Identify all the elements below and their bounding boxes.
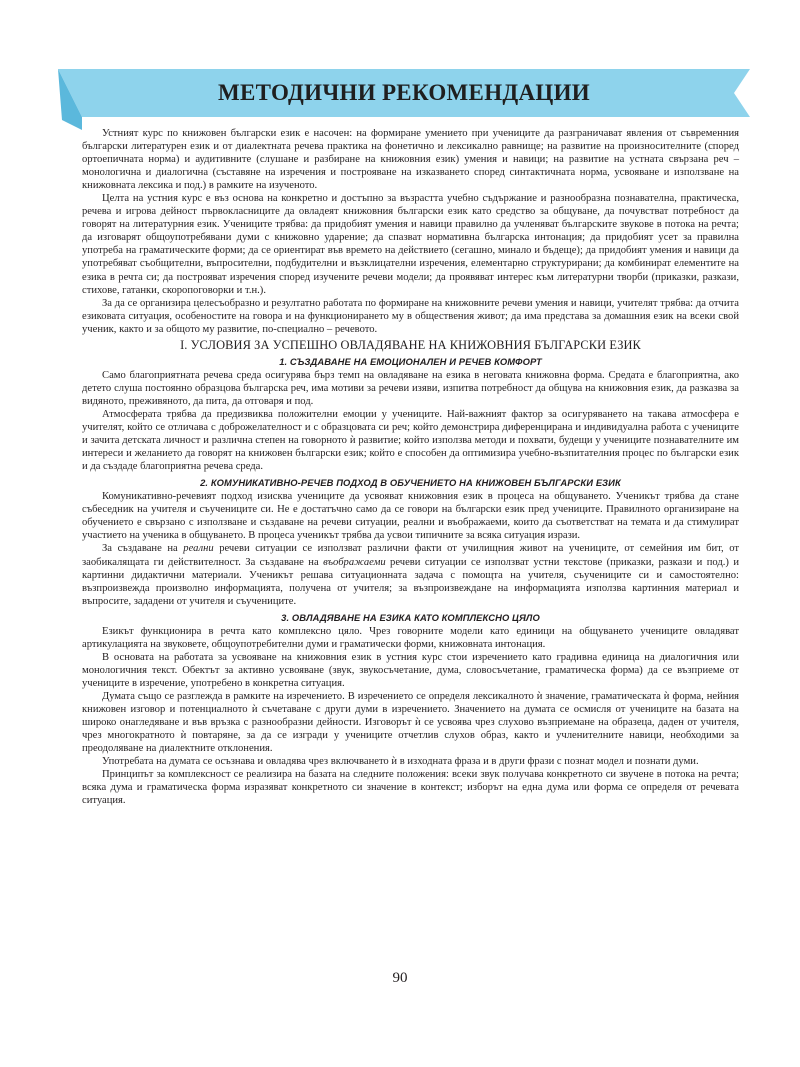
page-title: МЕТОДИЧНИ РЕКОМЕНДАЦИИ [218, 80, 590, 105]
body-paragraph: Атмосферата трябва да предизвиква положителни емоции у учениците. Най-важният фактор за осигуряването на такава атмосфера е учителят, който се отличава с доброжелателност и с образцовата си реч; който демонстрира диференцирана и индивидуална работа с учениците и зачита детската личност и различна степен на говорното ѝ развитие; който използва методи и похвати, будещи у учениците познавателните им интереси и желанието да говорят на книжовен български език; който е способен да оптимизира учебно-възпитателния процес по български език и да създаде благоприятна речева среда. [82, 408, 739, 473]
body-paragraph: Комуникативно-речевият подход изисква учениците да усвояват книжовния език в процеса на общуването. Ученикът трябва да стане събеседник на учителя и съучениците си. Не е достатъчно само да се говори на български език пред учениците. Правилното организиране на обучението е свързано с използване и създаване на речеви ситуации, реални и въображаеми, които да съответстват на темата и да стимулират участието на ученика в общуването. В процеса ученикът трябва да усвои типичните за всяка ситуация изрази. [82, 491, 739, 542]
body-paragraph: Езикът функционира в речта като комплексно цяло. Чрез говорните модели като единици на общуването учениците овладяват артикулацията на звуковете, общоупотребителни думи и граматически форми, книжовната интонация. [82, 625, 739, 650]
document-body [82, 127, 739, 807]
intro-paragraph: За да се организира целесъобразно и резултатно работата по формиране на книжовните речеви умения и навици, учителят трябва: да отчита езиковата ситуация, особеностите на говора и на функционирането му в обществения живот; да има представа за домашния език на всеки свой ученик, както и за общото му развитие, по-специално – речевото. [82, 297, 739, 335]
text-run: За създаване на [102, 543, 184, 555]
body-paragraph [82, 542, 739, 607]
body-paragraph: В основата на работата за усвояване на книжовния език в устния курс стои изречението като градивна единица на диалогичния или монологичния текст. Обектът за активно усвояване (звук, звукосъчетание, дума, словосъчетание, граматическа форма) да се възприеме от учениците в изречение, употребено в конкретна ситуация. [82, 651, 739, 689]
intro-paragraph: Целта на устния курс е въз основа на конкретно и достъпно за възрастта учебно съдържание и разнообразна познавателна, практическа, речева и игрова дейност първокласниците да овладеят книжовния български език като средство за общуване, да почувстват потребност да говорят на литературния език. Учениците трябва: да придобият умения и навици правилно да учленяват българските звукове в потока на речта; да изговарят общоупотребявани думи с книжовно ударение; да спазват нормативна българска интонация; да придобият усет за правилна употреба на граматическите форми; да се ориентират във времето на действието (сегашно, минало и бъдеще); да придобият умения и навици да употребяват съобщителни, въпросителни, подбудителни и възклицателни изречения, елементарно структурирани; да комбинират елементите на езика в речта си; да построяват изречения според изучените речеви модели; да проявяват интерес към литературни творби (приказки, разкази, стихове, гатанки, скоропоговорки и т.н.). [82, 193, 739, 296]
body-paragraph: Думата също се разглежда в рамките на изречението. В изречението се определя лексикалното ѝ значение, граматическата ѝ форма, нейния книжовен изговор и потенциалното ѝ съчетаване с други думи в изречението. Значението на думата се осмисля от учениците на базата на широко онагледяване и във връзка с разнообразни дейности. Изговорът ѝ се усвоява чрез слухово възприемане на образеца, даден от учителя, чрез многократното ѝ повтаряне, за да се изгради у учениците отчетлив слухов образ, както и учленителните навици, необходими за преодоляване на диалектните отклонения. [82, 690, 739, 755]
text-run: речеви ситуации се използват различни факти от училищния живот на учениците, от семейния им бит, от заобикалящата ги действителност. За създаване на [82, 543, 739, 568]
body-paragraph: Употребата на думата се осъзнава и овладява чрез включването ѝ в изходната фраза и в други фрази с познат модел и познати думи. [102, 756, 699, 768]
page-number: 90 [392, 970, 408, 986]
subsection-heading-3: 3. ОВЛАДЯВАНЕ НА ЕЗИКА КАТО КОМПЛЕКСНО ЦЯЛО [281, 611, 540, 623]
body-paragraph: Принципът за комплексност се реализира на базата на следните положения: всеки звук получава конкретното си звучене в потока на речта; всяка дума и граматическа форма изразяват конкретното си значение в контекст; изборът на една дума или форма се определя от речевата ситуация. [82, 769, 739, 807]
emphasis-real: реални [183, 543, 214, 555]
subsection-heading-2: 2. КОМУНИКАТИВНО-РЕЧЕВ ПОДХОД В ОБУЧЕНИЕТО НА КНИЖОВЕН БЪЛГАРСКИ ЕЗИК [200, 477, 621, 489]
section-heading: I. УСЛОВИЯ ЗА УСПЕШНО ОВЛАДЯВАНЕ НА КНИЖОВНИЯ БЪЛГАРСКИ ЕЗИК [180, 337, 641, 352]
emphasis-imaginary: въображаеми [323, 556, 386, 568]
title-banner [58, 69, 750, 117]
text-run: речеви ситуации се използват устни текстове (приказки, разкази и под.) и картинни дидактични материали. Ученикът решава ситуационната задача с помощта на учителя, съучениците си и самостоятелно: възпроизвежда произволно информацията, получена от учителя; за възпроизвеждане на информацията използва картинния материал и въпросите, зададени от учителя и съучениците. [82, 556, 739, 607]
intro-paragraph: Устният курс по книжовен български език е насочен: на формиране умението при учениците да разграничават явления от съвременния български литературен език и от диалектната речева практика на фонетично и лексикално равнище; на развитие на произносителните (според ортоепичната норма) и аудитивните (слушане и разбиране на книжовния език) умения и навици; на развитие на устната свързана реч – монологична и диалогична (съставяне на изречения и построяване на изказването според синтактичната норма, усвояване и използване на книжовната лексика и под.) в рамките на изученото. [82, 128, 739, 192]
subsection-heading-1: 1. СЪЗДАВАНЕ НА ЕМОЦИОНАЛЕН И РЕЧЕВ КОМФОРТ [279, 355, 542, 367]
body-paragraph: Само благоприятната речева среда осигурява бърз темп на овладяване на езика в неговата книжовна форма. Средата е благоприятна, ако детето слуша постоянно образцова българска реч, има мотиви за речеви изяви, изпитва потребност да общува на книжовния език, да разказва за видяното, преживяното, да пита, да отговаря и под. [82, 369, 739, 407]
